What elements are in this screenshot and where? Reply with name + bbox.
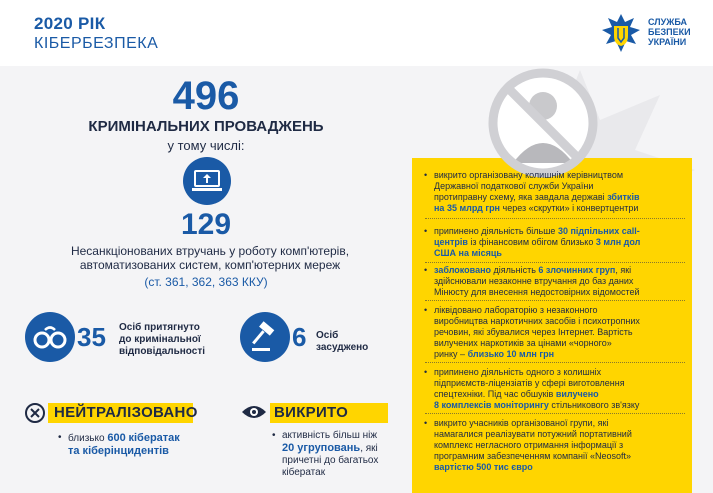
handcuffs-icon xyxy=(25,312,75,362)
page-year: 2020 РІК xyxy=(34,14,106,33)
separator xyxy=(425,413,685,414)
right-item-2: • припинено діяльність більше 30 підпільних call- центрів із фінансовим обігом близько 3 млн дол США на місяць xyxy=(434,226,684,259)
gavel-icon xyxy=(240,312,290,362)
header xyxy=(0,0,713,66)
unauthorized-label: Несанкціонованих втручань у роботу комп'ютерів, автоматизованих систем, комп'ютерних мереж xyxy=(70,244,350,272)
person-photo-crossed xyxy=(488,68,598,178)
convicted-count: 6 xyxy=(292,322,307,352)
separator xyxy=(425,300,685,301)
neutralized-text: • близько 600 кібератак та кіберінцидентів xyxy=(68,432,180,458)
prosecuted-label: Осіб притягнуто до кримінальної відповідальності xyxy=(119,322,206,357)
separator xyxy=(425,362,685,363)
right-item-3: • заблоковано діяльність 6 злочинних груп, які здійснювали незаконне втручання до баз даних Мінюсту для внесення недостовірних відомостей xyxy=(434,265,684,298)
right-item-6: • викрито учасників організованої групи, які намагалися реалізувати потужний портативний комплекс негласного отримання інформації з програмним забезпеченням компанії «Neosoft» вартістю 500 тис євро xyxy=(434,418,684,473)
eye-icon xyxy=(240,403,268,421)
unauthorized-count: 129 xyxy=(180,208,232,241)
close-circle-icon xyxy=(24,402,46,424)
prosecuted-count: 35 xyxy=(77,322,106,352)
including-label: у тому числі: xyxy=(167,138,245,153)
separator xyxy=(425,218,685,219)
total-cases-label: КРИМІНАЛЬНИХ ПРОВАДЖЕНЬ xyxy=(88,118,324,135)
org-name: СЛУЖБА БЕЗПЕКИ УКРАЇНИ xyxy=(648,17,691,47)
separator xyxy=(425,262,685,263)
articles-reference: (ст. 361, 362, 363 ККУ) xyxy=(144,275,268,289)
page-subtitle: КІБЕРБЕЗПЕКА xyxy=(34,35,159,52)
right-item-1: • викрито організовану колишнім керівництвом Державної податкової служби України протиправну схему, яка завдала державі збитків на 35 млрд грн через «скрутки» і конвертцентри xyxy=(434,170,684,214)
neutralized-title: НЕЙТРАЛІЗОВАНО xyxy=(54,404,198,421)
total-cases-number: 496 xyxy=(172,74,240,118)
sbu-emblem-icon xyxy=(600,12,642,54)
computer-icon xyxy=(183,157,231,205)
right-item-4: • ліквідовано лабораторію з незаконного виробництва наркотичних засобів і психотропних речовин, які збувалися через Інтернет. Вартість вилучених наркотиків за цінами «чорного» ринку – близько 10 млн грн xyxy=(434,305,684,360)
right-item-5: • припинено діяльність одного з колишніх підприємств-ліцензіатів у сфері виготовлення спецтехніки. Під час обшуків вилучено 8 комплексів моніторингу стільникового зв'язку xyxy=(434,367,684,411)
revealed-title: ВИКРИТО xyxy=(274,404,349,421)
convicted-label: Осіб засуджено xyxy=(316,330,369,353)
revealed-text: • активність більш ніж 20 угруповань, які причетні до багатьох кібератак xyxy=(282,430,378,479)
